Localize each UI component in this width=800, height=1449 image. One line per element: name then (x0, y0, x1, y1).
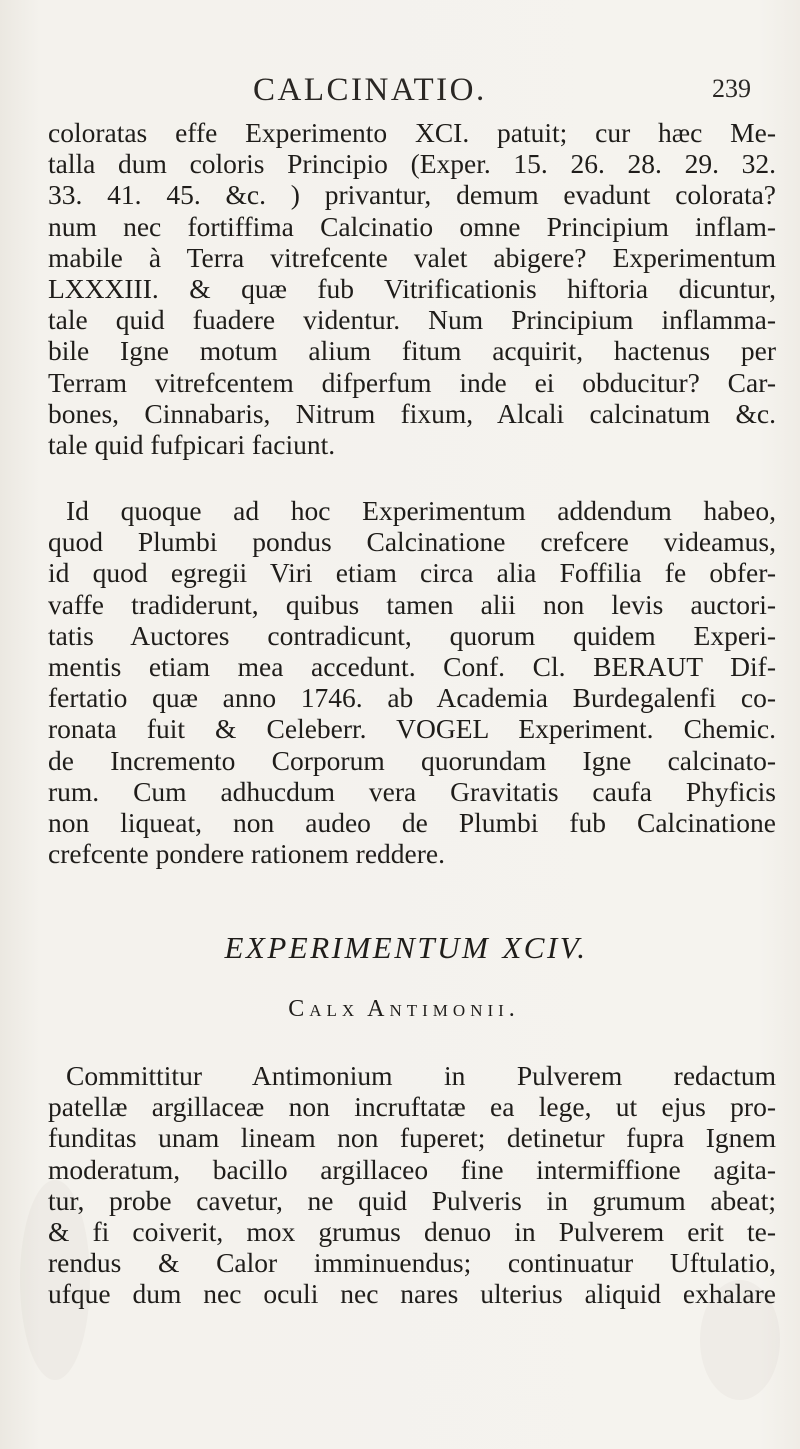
text-line: tur, probe cavetur, ne quid Pulveris in grumum abeat; (48, 1184, 776, 1216)
text-line: id quod egregii Viri etiam circa alia Foffilia fe obfer- (48, 557, 776, 589)
text-line: non liqueat, non audeo de Plumbi fub Calcinatione (48, 806, 776, 838)
text-line: patellæ argillaceæ non incruftatæ ea lege, ut ejus pro- (48, 1091, 776, 1123)
page-number: 239 (712, 74, 751, 103)
text-line: tale quid fuadere videntur. Num Principium inflamma- (48, 304, 776, 336)
text-line: 33. 41. 45. &c. ) privantur, demum evadunt colorata? (48, 179, 776, 211)
experiment-number: XCIV. (502, 930, 588, 965)
text-line: talla dum coloris Principio (Exper. 15. 26. 28. 29. 32. (48, 148, 776, 180)
text-line: quod Plumbi pondus Calcinatione crefcere videamus, (48, 526, 776, 558)
text-line: mabile à Terra vitrefcente valet abigere? Experimentum (48, 241, 776, 273)
experiment-title: EXPERIMENTUM (224, 930, 491, 965)
subheading-word-2: Antimonii. (367, 996, 520, 1022)
text-line: de Incremento Corporum quorundam Igne calcinato- (48, 744, 776, 776)
running-title: CALCINATIO. (253, 72, 487, 108)
paragraph-1 (48, 117, 776, 460)
text-line: Committitur Antimonium in Pulverem redactum (66, 1060, 776, 1091)
text-line: rendus & Calor imminuendus; continuatur Uftulatio, (48, 1247, 776, 1279)
subheading-word-1: Calx (288, 996, 360, 1022)
text-line: funditas unam lineam non fuperet; detinetur fupra Ignem (48, 1122, 776, 1154)
text-line: tatis Auctores contradicunt, quorum quidem Experi- (48, 619, 776, 651)
paragraph-2 (48, 495, 776, 869)
experiment-subheading (0, 996, 800, 1023)
text-line: vaffe tradiderunt, quibus tamen alii non levis auctori- (48, 588, 776, 620)
text-line: moderatum, bacillo argillaceo fine intermiffione agita- (48, 1153, 776, 1185)
text-line: & fi coiverit, mox grumus denuo in Pulverem erit te- (48, 1215, 776, 1247)
text-line: num nec fortiffima Calcinatio omne Principium inflam- (48, 210, 776, 242)
paragraph-3 (48, 1060, 776, 1310)
text-line: LXXXIII. & quæ fub Vitrificationis hiftoria dicuntur, (48, 272, 776, 304)
text-line: Id quoque ad hoc Experimentum addendum habeo, (66, 495, 776, 526)
text-line: bile Igne motum alium fitum acquirit, hactenus per (48, 335, 776, 367)
text-line: rum. Cum adhucdum vera Gravitatis caufa Phyficis (48, 775, 776, 807)
text-line: fertatio quæ anno 1746. ab Academia Burdegalenfi co- (48, 682, 776, 714)
text-line: bones, Cinnabaris, Nitrum fixum, Alcali calcinatum &c. (48, 397, 776, 429)
text-line: tale quid fufpicari faciunt. (48, 428, 336, 460)
text-line: coloratas effe Experimento XCI. patuit; cur hæc Me- (48, 117, 776, 148)
text-line: crefcente pondere rationem reddere. (48, 838, 445, 870)
text-line: Terram vitrefcentem difperfum inde ei obducitur? Car- (48, 366, 776, 398)
text-line: ufque dum nec oculi nec nares ulterius aliquid exhalare (48, 1278, 776, 1310)
experiment-heading (0, 930, 800, 966)
page-header (0, 72, 800, 112)
text-line: ronata fuit & Celeberr. VOGEL Experiment. Chemic. (48, 713, 776, 745)
text-line: mentis etiam mea accedunt. Conf. Cl. BERAUT Dif- (48, 650, 776, 682)
